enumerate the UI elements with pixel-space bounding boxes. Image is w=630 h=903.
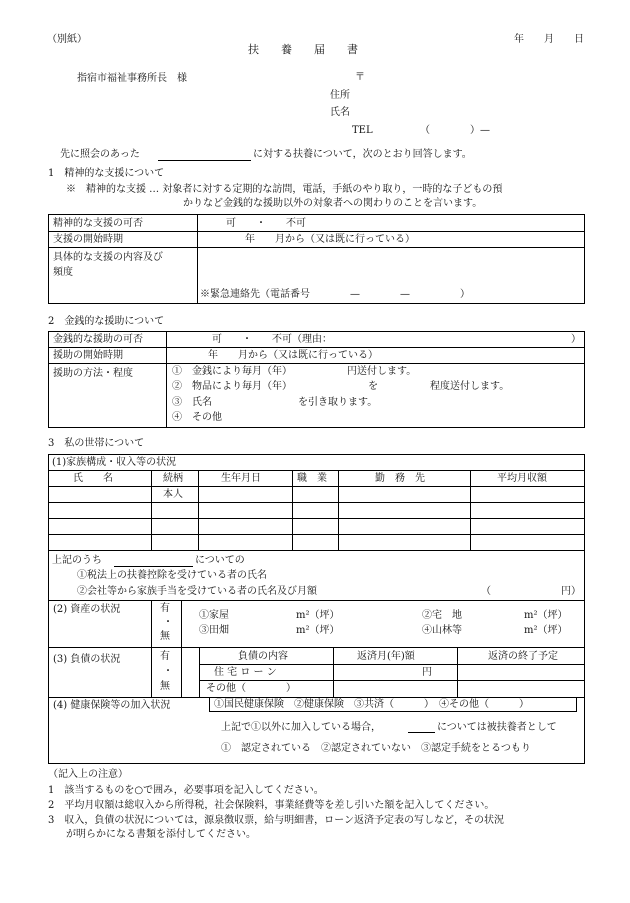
note-1: 1 該当するものを○で囲み，必要事項を記入してください。 bbox=[48, 785, 324, 796]
s2-r1-label: 金銭的な援助の可否 bbox=[53, 334, 143, 345]
method-other[interactable]: ④ その他 bbox=[172, 412, 222, 423]
col-birthdate: 生年月日 bbox=[221, 473, 261, 484]
asset-field-unit: m²（坪） bbox=[296, 625, 340, 636]
col-income: 平均月収額 bbox=[497, 473, 547, 484]
debt-col-content: 負債の内容 bbox=[238, 651, 288, 662]
col-relation: 続柄 bbox=[163, 473, 183, 484]
s1-r3-label1: 具体的な支援の内容及び bbox=[53, 252, 163, 263]
intro-before: 先に照会のあった bbox=[60, 149, 140, 160]
s2-r2-label: 援助の開始時期 bbox=[53, 350, 123, 361]
section3-heading: 3 私の世帯について bbox=[48, 438, 145, 449]
insurance-line2b: については被扶養者として bbox=[437, 722, 557, 733]
debt-col-end: 返済の終了予定 bbox=[488, 651, 558, 662]
assets-yes[interactable]: 有 bbox=[160, 603, 170, 614]
insurance-status[interactable]: ① 認定されている ②認定されていない ③認定手続をとるつもり bbox=[221, 743, 531, 754]
section2-table bbox=[48, 331, 585, 428]
s2-r1-value[interactable]: 可 ・ 不可（理由： bbox=[212, 334, 332, 345]
family-caption: (1)家族構成・収入等の状況 bbox=[52, 457, 177, 468]
assets-no[interactable]: 無 bbox=[160, 631, 170, 642]
insurance-blank[interactable] bbox=[408, 732, 435, 733]
debts-label: (3) 負債の状況 bbox=[53, 654, 121, 665]
insurance-options[interactable]: ①国民健康保険 ②健康保険 ③共済（ ） ④その他（ ） bbox=[214, 699, 529, 710]
tax-line1a: 上記のうち bbox=[52, 555, 102, 566]
asset-house: ①家屋 bbox=[199, 610, 229, 621]
s1-r3-label2: 頻度 bbox=[53, 267, 73, 278]
insurance-line2a: 上記で①以外に加入している場合， bbox=[221, 722, 381, 733]
intro-after: に対する扶養について，次のとおり回答します。 bbox=[253, 149, 472, 160]
debts-dot: ・ bbox=[163, 666, 173, 677]
tel-field[interactable]: （ ）— bbox=[420, 125, 490, 136]
self-relation: 本人 bbox=[163, 489, 183, 500]
s2-r3-label: 援助の方法・程度 bbox=[53, 368, 133, 379]
tax-deduction-line[interactable]: ①税法上の扶養控除を受けている者の氏名 bbox=[77, 570, 267, 581]
note-3b: が明らかになる書類を添付してください。 bbox=[66, 829, 256, 840]
asset-land: ②宅 地 bbox=[422, 610, 462, 621]
col-workplace: 勤 務 先 bbox=[375, 473, 425, 484]
method-goods-end: 程度送付します。 bbox=[430, 381, 510, 392]
assets-dot: ・ bbox=[163, 617, 173, 628]
asset-field: ③田畑 bbox=[199, 625, 229, 636]
asset-house-unit: m²（坪） bbox=[296, 610, 340, 621]
emergency-contact[interactable]: ※緊急連絡先（電話番号 — — ） bbox=[200, 289, 470, 300]
debts-yes[interactable]: 有 bbox=[160, 651, 170, 662]
debt-yen-unit: 円 bbox=[422, 667, 432, 678]
note-3a: 3 収入，負債の状況については，源泉徴収票，給与明細書，ローン返済予定表の写しなど，その状況 bbox=[48, 815, 504, 826]
insurance-label: (4) 健康保険等の加入状況 bbox=[53, 700, 171, 711]
section1-heading: 1 精神的な支援について bbox=[48, 168, 165, 179]
address-label: 住所 bbox=[330, 90, 350, 101]
s1-r1-label: 精神的な支援の可否 bbox=[53, 218, 143, 229]
section3-table bbox=[48, 454, 585, 764]
section1-note-line1: ※ 精神的な支援 … 対象者に対する定期的な訪問，電話，手紙のやり取り，一時的な子どもの預 bbox=[66, 184, 503, 195]
method-takein-end: を引き取ります。 bbox=[298, 397, 378, 408]
addressee: 指宿市福祉事務所長 様 bbox=[77, 73, 187, 84]
form-title: 扶 養 届 書 bbox=[248, 43, 358, 56]
col-occupation: 職 業 bbox=[297, 473, 327, 484]
s1-r2-value[interactable]: 年 月から（又は既に行っている） bbox=[245, 234, 415, 245]
method-goods[interactable]: ② 物品により毎月（年） bbox=[172, 381, 292, 392]
method-goods-wo: を bbox=[368, 381, 378, 392]
subject-name-blank[interactable] bbox=[158, 160, 251, 161]
assets-label: (2) 資産の状況 bbox=[53, 604, 121, 615]
s2-r1-close: ） bbox=[571, 334, 581, 345]
asset-forest: ④山林等 bbox=[422, 625, 462, 636]
tax-line1b: についての bbox=[195, 555, 245, 566]
debt-col-amount: 返済月(年)額 bbox=[357, 651, 415, 662]
col-name: 氏 名 bbox=[73, 473, 113, 484]
section2-heading: 2 金銭的な援助について bbox=[48, 316, 165, 327]
attachment-label: （別紙） bbox=[47, 34, 87, 45]
method-money[interactable]: ① 金銭により毎月（年） 円送付します。 bbox=[172, 366, 417, 377]
s1-r2-label: 支援の開始時期 bbox=[53, 234, 123, 245]
notes-heading: （記入上の注意） bbox=[48, 769, 128, 780]
asset-land-unit: m²（坪） bbox=[524, 610, 568, 621]
name-label: 氏名 bbox=[330, 107, 350, 118]
date-field[interactable]: 年 月 日 bbox=[514, 34, 584, 45]
tax-blank[interactable] bbox=[114, 566, 193, 567]
family-allowance-line[interactable]: ②会社等から家族手当を受けている者の氏名及び月額 bbox=[77, 586, 317, 597]
family-allowance-amount[interactable]: （ 円） bbox=[481, 586, 581, 597]
postal-mark: 〒 bbox=[355, 72, 365, 83]
tel-label: TEL bbox=[352, 125, 373, 136]
debt-housing-loan: 住 宅 ロ ー ン bbox=[214, 667, 277, 678]
asset-forest-unit: m²（坪） bbox=[524, 625, 568, 636]
debts-no[interactable]: 無 bbox=[160, 681, 170, 692]
s1-r1-value[interactable]: 可 ・ 不可 bbox=[226, 218, 306, 229]
s2-r2-value[interactable]: 年 月から（又は既に行っている） bbox=[208, 350, 378, 361]
section1-note-line2: かりなど金銭的な援助以外の対象者への関わりのことを言います。 bbox=[183, 198, 483, 209]
method-takein[interactable]: ③ 氏名 bbox=[172, 397, 212, 408]
debt-other[interactable]: その他（ ） bbox=[206, 683, 296, 694]
note-2: 2 平均月収額は総収入から所得税，社会保険料，事業経費等を差し引いた額を記入してください。 bbox=[48, 800, 495, 811]
